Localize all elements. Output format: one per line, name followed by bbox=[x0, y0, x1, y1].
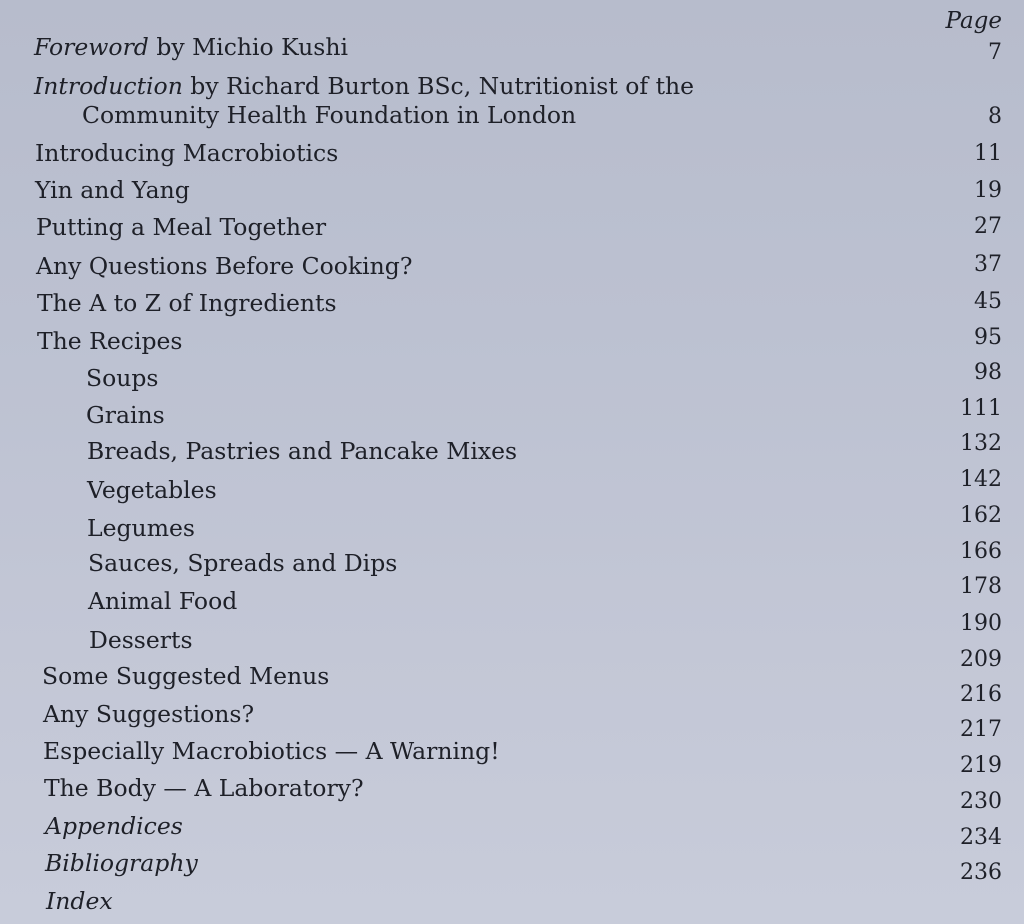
toc-entry-page: 132 bbox=[960, 431, 1002, 456]
toc-entry-title: Putting a Meal Together bbox=[36, 213, 327, 241]
toc-entry-title: Index bbox=[46, 887, 113, 915]
toc-entry-page: 190 bbox=[960, 611, 1002, 636]
toc-subentry-title: Soups bbox=[86, 364, 159, 392]
toc-subentry-title: Sauces, Spreads and Dips bbox=[88, 549, 398, 577]
toc-entry-page: 27 bbox=[974, 214, 1002, 239]
toc-entry-page: 166 bbox=[960, 539, 1002, 564]
toc-entry-page: 8 bbox=[988, 104, 1002, 129]
toc-entry-title: Yin and Yang bbox=[35, 176, 190, 204]
toc-entry-page: 219 bbox=[960, 753, 1002, 778]
toc-subentry-title: Animal Food bbox=[88, 587, 238, 615]
toc-entry-title: The Recipes bbox=[37, 327, 183, 355]
toc-entry-page: 98 bbox=[974, 360, 1002, 385]
toc-subentry-title: Desserts bbox=[89, 626, 193, 654]
toc-entry-page: 45 bbox=[974, 289, 1002, 314]
toc-entry-title: Introducing Macrobiotics bbox=[35, 139, 339, 167]
toc-subentry-title: Breads, Pastries and Pancake Mixes bbox=[87, 437, 518, 465]
toc-entry-title: Foreword by Michio Kushi bbox=[34, 33, 349, 61]
toc-entry-title: The A to Z of Ingredients bbox=[37, 289, 337, 317]
toc-entry-page: 236 bbox=[960, 860, 1002, 885]
toc-subentry-title: Vegetables bbox=[87, 476, 217, 504]
toc-entry-page: 11 bbox=[974, 141, 1002, 166]
toc-entry-title-continuation: Community Health Foundation in London bbox=[82, 101, 577, 129]
toc-entry-page: 230 bbox=[960, 789, 1002, 814]
toc-entry-title: Especially Macrobiotics — A Warning! bbox=[43, 737, 500, 765]
toc-entry-page: 95 bbox=[974, 325, 1002, 350]
toc-entry-page: 234 bbox=[960, 825, 1002, 850]
toc-entry-title: The Body — A Laboratory? bbox=[44, 774, 364, 802]
toc-entry-title: Any Questions Before Cooking? bbox=[36, 252, 413, 280]
toc-entry-page: 162 bbox=[960, 503, 1002, 528]
toc-entry-page: 7 bbox=[988, 40, 1002, 65]
toc-entry-page: 216 bbox=[960, 682, 1002, 707]
toc-entry-page: 37 bbox=[974, 252, 1002, 277]
toc-subentry-title: Grains bbox=[86, 401, 165, 429]
toc-entry-page: 217 bbox=[960, 717, 1002, 742]
toc-subentry-title: Legumes bbox=[87, 514, 195, 542]
toc-entry-page: 111 bbox=[960, 396, 1002, 421]
toc-entry-title: Introduction by Richard Burton BSc, Nutritionist of the bbox=[34, 72, 695, 100]
toc-entry-title: Bibliography bbox=[45, 849, 198, 877]
page-column-header: Page bbox=[945, 8, 1002, 34]
toc-entry-page: 19 bbox=[974, 178, 1002, 203]
toc-entry-title: Appendices bbox=[45, 812, 183, 840]
toc-entry-title: Some Suggested Menus bbox=[42, 662, 330, 690]
toc-entry-title: Any Suggestions? bbox=[43, 700, 255, 728]
toc-entry-page: 178 bbox=[960, 574, 1002, 599]
toc-entry-page: 142 bbox=[960, 467, 1002, 492]
toc-entry-page: 209 bbox=[960, 647, 1002, 672]
